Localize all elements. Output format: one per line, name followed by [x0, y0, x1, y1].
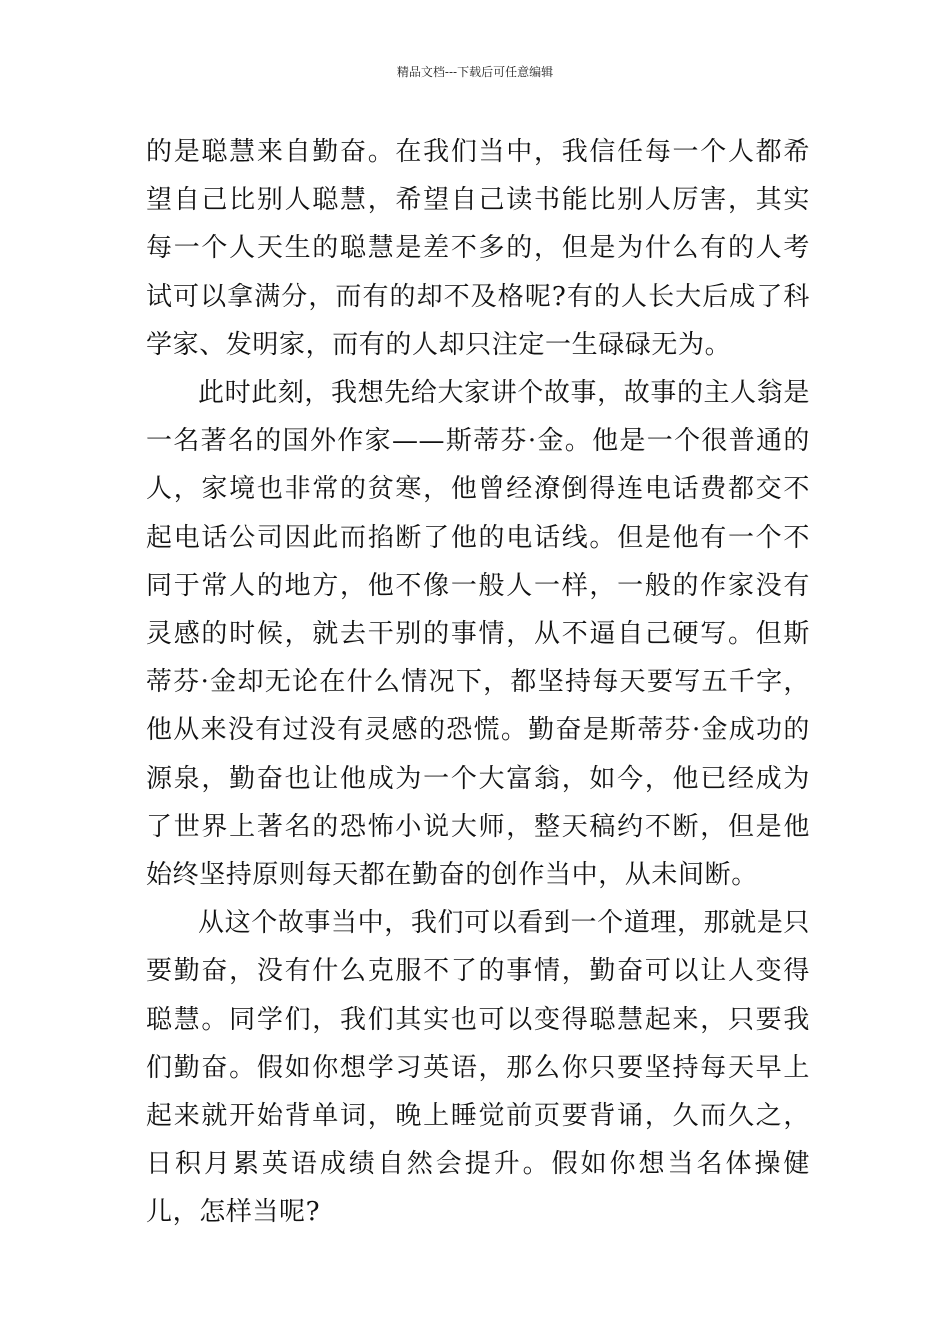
paragraph-3: 从这个故事当中，我们可以看到一个道理，那就是只要勤奋，没有什么克服不了的事情，勤奋可以让人变得聪慧。同学们，我们其实也可以变得聪慧起来，只要我们勤奋。假如你想学习英语，那么你只要坚持每天早上起来就开始背单词，晚上睡觉前页要背诵，久而久之，日积月累英语成绩自然会提升。假如你想当名体操健儿，怎样当呢? — [146, 908, 810, 1228]
paragraph-1: 的是聪慧来自勤奋。在我们当中，我信任每一个人都希望自己比别人聪慧，希望自己读书能比别人厉害，其实每一个人天生的聪慧是差不多的，但是为什么有的人考试可以拿满分，而有的却不及格呢?有的人长大后成了科学家、发明家，而有的人却只注定一生碌碌无为。 — [146, 137, 810, 360]
paragraph-2: 此时此刻，我想先给大家讲个故事，故事的主人翁是一名著名的国外作家——斯蒂芬·金。他是一个很普通的人，家境也非常的贫寒，他曾经潦倒得连电话费都交不起电话公司因此而掐断了他的电话线。但是他有一个不同于常人的地方，他不像一般人一样，一般的作家没有灵感的时候，就去干别的事情，从不逼自己硬写。但斯蒂芬·金却无论在什么情况下，都坚持每天要写五千字，他从来没有过没有灵感的恐慌。勤奋是斯蒂芬·金成功的源泉，勤奋也让他成为一个大富翁，如今，他已经成为了世界上著名的恐怖小说大师，整天稿约不断，但是他始终坚持原则每天都在勤奋的创作当中，从未间断。 — [146, 378, 810, 891]
page-header: 精品文档---下载后可任意编辑 — [396, 65, 554, 79]
document-body — [146, 128, 810, 1237]
